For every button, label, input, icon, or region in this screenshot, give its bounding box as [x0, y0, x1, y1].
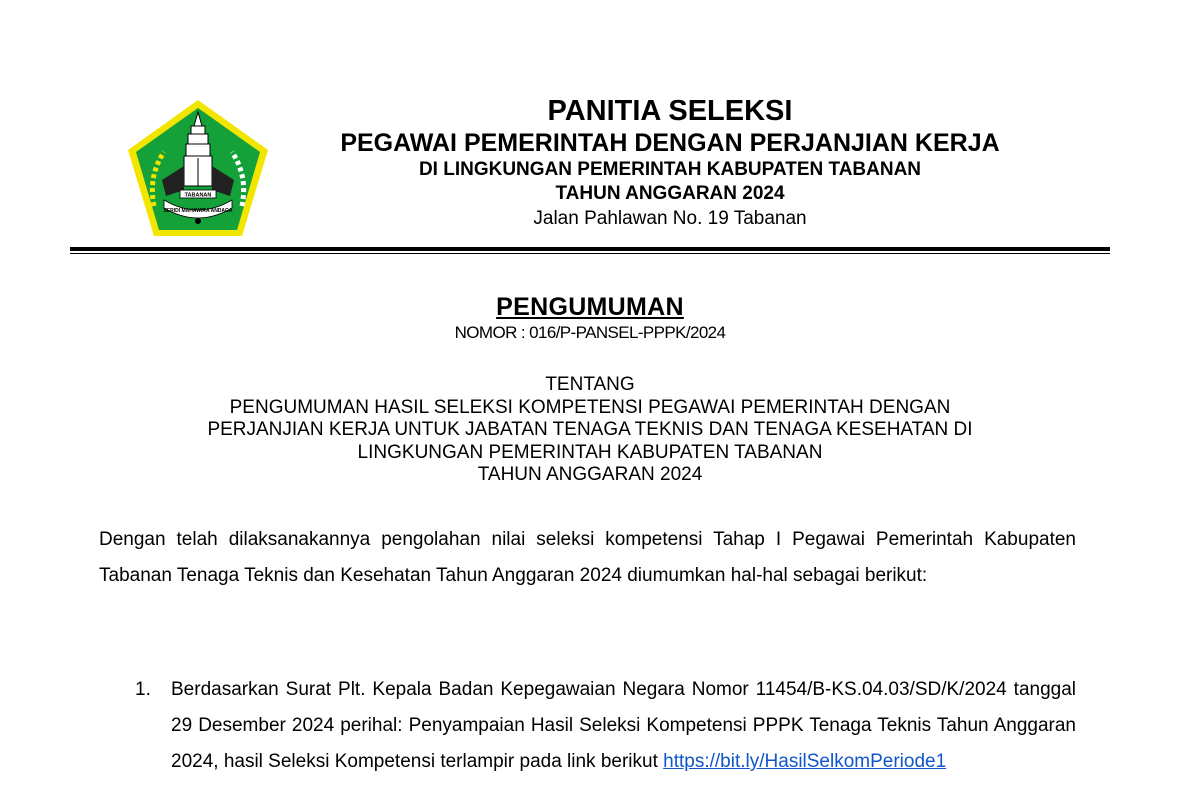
committee-subtitle: PEGAWAI PEMERINTAH DENGAN PERJANJIAN KERJA	[340, 129, 1000, 157]
announcement-subject	[150, 374, 1030, 487]
announcement-number: NOMOR : 016/P-PANSEL-PPPK/2024	[454, 323, 726, 342]
fiscal-year: TAHUN ANGGARAN 2024	[555, 183, 785, 204]
subject-line-4: TAHUN ANGGARAN 2024	[477, 464, 703, 485]
subject-line-1: PENGUMUMAN HASIL SELEKSI KOMPETENSI PEGAWAI PEMERINTAH DENGAN	[229, 396, 951, 418]
list-item	[99, 672, 1076, 780]
committee-title: PANITIA SELEKSI	[547, 95, 793, 127]
announcement-header	[0, 292, 1180, 344]
list-item-text: Berdasarkan Surat Plt. Kepala Badan Kepegawaian Negara Nomor 11454/B-KS.04.03/SD/K/2024 tanggal 29 Desember 2024 perihal: Penyampaian Hasil Seleksi Kompetensi PPPK Tenaga Teknis Tahun Anggaran 2024, hasil Seleksi Kompetensi terlampir pada link berikut	[171, 679, 1076, 772]
government-scope: DI LINGKUNGAN PEMERINTAH KABUPATEN TABANAN	[418, 159, 922, 180]
letterhead	[300, 94, 1040, 231]
announcement-list	[99, 672, 1076, 780]
intro-paragraph: Dengan telah dilaksanakannya pengolahan nilai seleksi kompetensi Tahap I Pegawai Pemerintah Kabupaten Tabanan Tenaga Teknis dan Kesehatan Tahun Anggaran 2024 diumumkan hal-hal sebagai berikut:	[99, 529, 1076, 586]
letterhead-divider-thin	[70, 253, 1110, 254]
list-item-number: 1.	[135, 679, 151, 700]
tabanan-regency-logo	[124, 96, 272, 242]
address: Jalan Pahlawan No. 19 Tabanan	[533, 208, 807, 229]
subject-line-2: PERJANJIAN KERJA UNTUK JABATAN TENAGA TEKNIS DAN TENAGA KESEHATAN DI	[207, 419, 973, 440]
logo-text-top: TABANAN	[184, 192, 212, 199]
emblem-icon	[124, 96, 272, 242]
subject-heading: TENTANG	[545, 374, 635, 395]
results-link[interactable]: https://bit.ly/HasilSelkomPeriode1	[663, 751, 947, 772]
announcement-title: PENGUMUMAN	[496, 293, 684, 321]
letterhead-divider-thick	[70, 247, 1110, 251]
logo-text-bottom: SERIDI MAHAWIRA ANDAGA	[163, 208, 233, 214]
subject-line-3: LINGKUNGAN PEMERINTAH KABUPATEN TABANAN	[357, 441, 823, 463]
